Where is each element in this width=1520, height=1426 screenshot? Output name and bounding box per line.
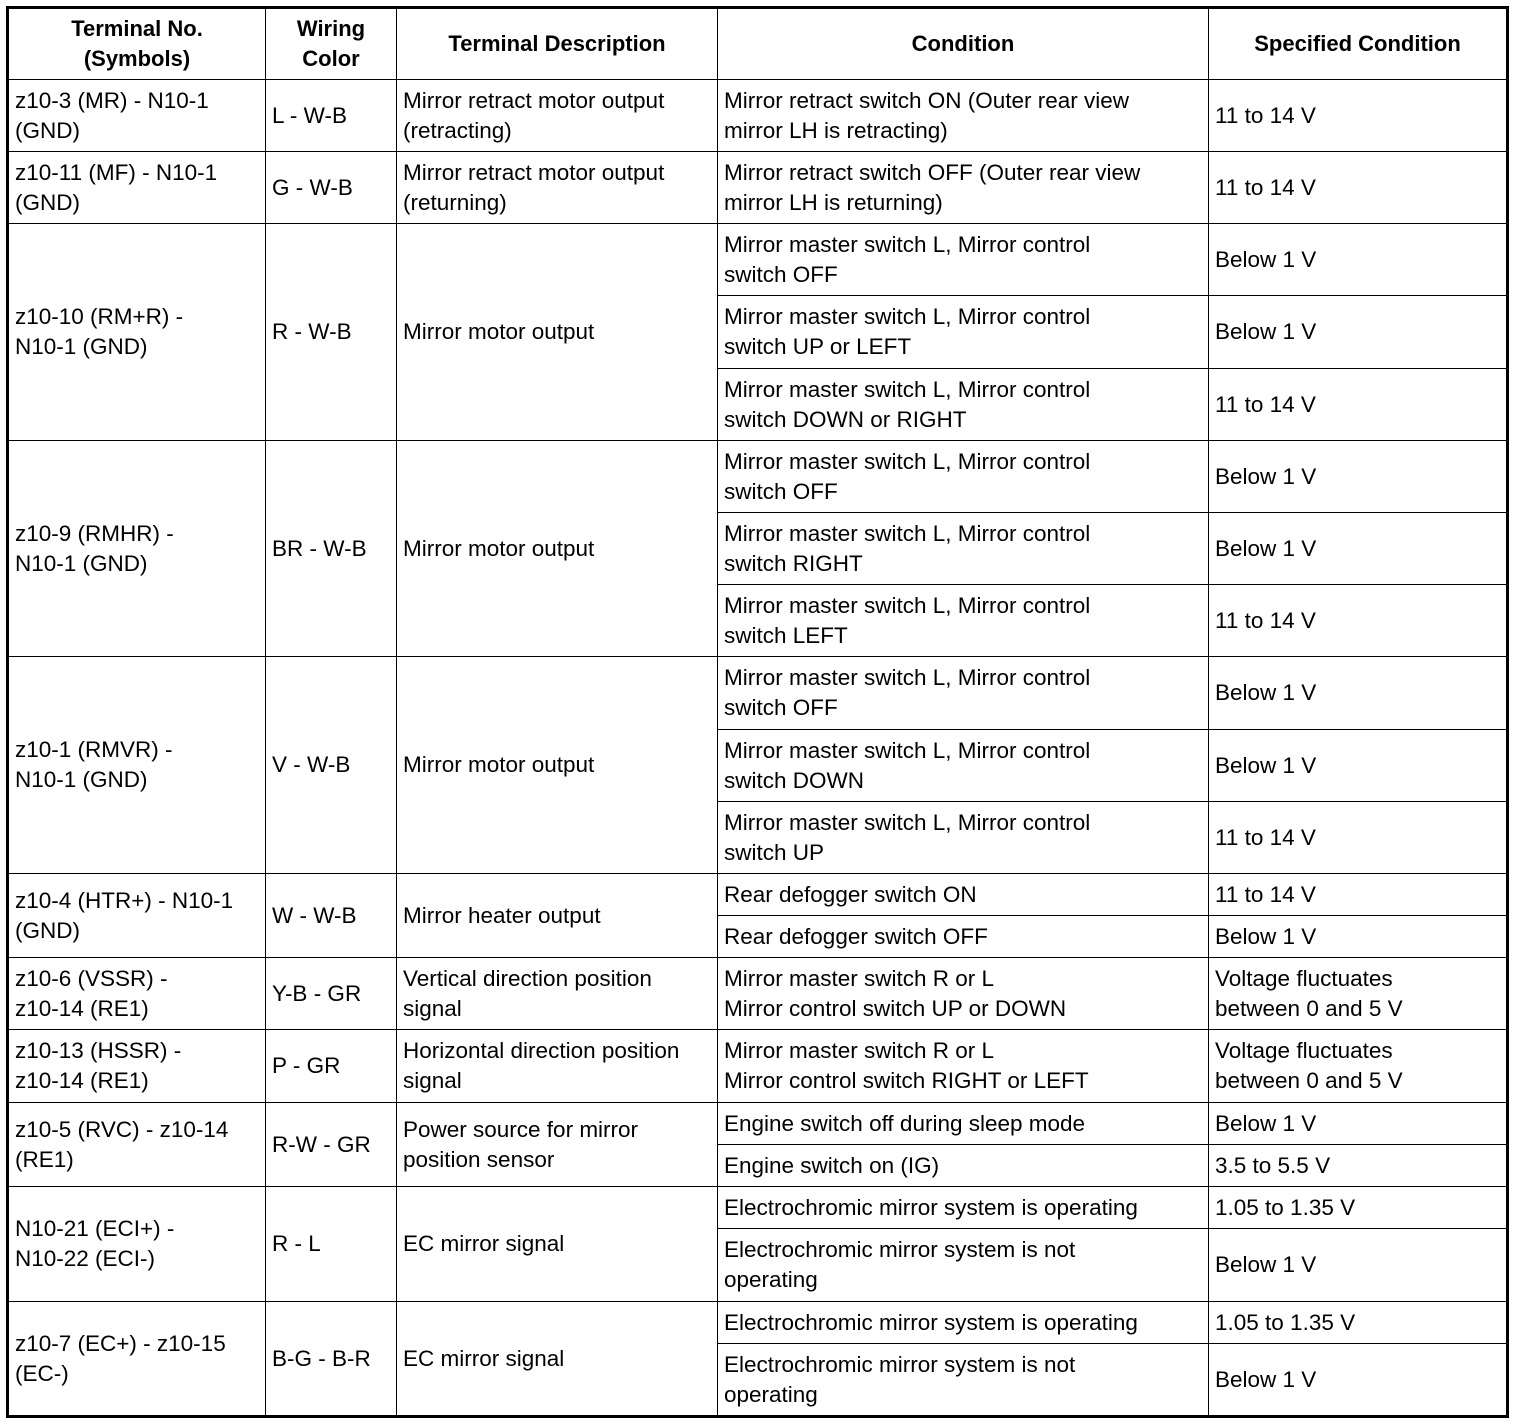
condition-cell: Electrochromic mirror system is operating <box>718 1187 1209 1229</box>
condition-cell: Mirror retract switch OFF (Outer rear view mirror LH is returning) <box>718 152 1209 224</box>
wiring-color-cell: W - W-B <box>266 874 397 958</box>
wiring-color-cell: BR - W-B <box>266 441 397 657</box>
condition-cell: Engine switch off during sleep mode <box>718 1103 1209 1145</box>
condition-cell: Electrochromic mirror system is operating <box>718 1302 1209 1344</box>
terminal-description-cell: Power source for mirror position sensor <box>397 1103 718 1187</box>
header-terminal-description: Terminal Description <box>397 8 718 80</box>
condition-cell: Electrochromic mirror system is not operating <box>718 1344 1209 1417</box>
header-condition: Condition <box>718 8 1209 80</box>
condition-cell: Mirror master switch R or L Mirror control switch RIGHT or LEFT <box>718 1030 1209 1103</box>
table-row <box>8 1103 1508 1145</box>
header-terminal-no: Terminal No. (Symbols) <box>8 8 266 80</box>
terminal-description-cell: Mirror motor output <box>397 224 718 441</box>
terminal-description-cell: Mirror motor output <box>397 441 718 657</box>
condition-cell: Mirror master switch L, Mirror control switch UP <box>718 802 1209 874</box>
condition-cell: Mirror master switch L, Mirror control switch LEFT <box>718 585 1209 657</box>
table-row <box>8 1030 1508 1103</box>
wiring-color-cell: L - W-B <box>266 80 397 152</box>
condition-cell: Mirror master switch L, Mirror control switch OFF <box>718 441 1209 513</box>
terminal-description-cell: Mirror retract motor output (returning) <box>397 152 718 224</box>
table-row <box>8 152 1508 224</box>
header-wiring-color: Wiring Color <box>266 8 397 80</box>
specified-condition-cell: 11 to 14 V <box>1209 369 1508 441</box>
terminal-description-cell: EC mirror signal <box>397 1187 718 1302</box>
terminal-description-cell: EC mirror signal <box>397 1302 718 1417</box>
terminal-no-cell: z10-13 (HSSR) - z10-14 (RE1) <box>8 1030 266 1103</box>
specified-condition-cell: Below 1 V <box>1209 441 1508 513</box>
condition-cell: Mirror master switch L, Mirror control switch OFF <box>718 224 1209 296</box>
condition-cell: Electrochromic mirror system is not operating <box>718 1229 1209 1302</box>
specified-condition-cell: Below 1 V <box>1209 730 1508 802</box>
specified-condition-cell: Below 1 V <box>1209 1103 1508 1145</box>
condition-cell: Mirror master switch L, Mirror control switch DOWN or RIGHT <box>718 369 1209 441</box>
terminal-no-cell: z10-4 (HTR+) - N10-1 (GND) <box>8 874 266 958</box>
table-body <box>8 80 1508 1417</box>
terminal-spec-table <box>6 6 1509 1418</box>
header-row <box>8 8 1508 80</box>
wiring-color-cell: V - W-B <box>266 657 397 874</box>
wiring-color-cell: G - W-B <box>266 152 397 224</box>
specified-condition-cell: Below 1 V <box>1209 1229 1508 1302</box>
condition-cell: Rear defogger switch OFF <box>718 916 1209 958</box>
wiring-color-cell: Y-B - GR <box>266 958 397 1030</box>
terminal-description-cell: Vertical direction position signal <box>397 958 718 1030</box>
specified-condition-cell: Voltage fluctuates between 0 and 5 V <box>1209 958 1508 1030</box>
specified-condition-cell: 11 to 14 V <box>1209 874 1508 916</box>
terminal-no-cell: z10-5 (RVC) - z10-14 (RE1) <box>8 1103 266 1187</box>
table-row <box>8 657 1508 730</box>
terminal-description-cell: Mirror heater output <box>397 874 718 958</box>
specified-condition-cell: 11 to 14 V <box>1209 585 1508 657</box>
table-row <box>8 224 1508 296</box>
specified-condition-cell: 11 to 14 V <box>1209 802 1508 874</box>
condition-cell: Mirror retract switch ON (Outer rear view mirror LH is retracting) <box>718 80 1209 152</box>
terminal-no-cell: z10-3 (MR) - N10-1 (GND) <box>8 80 266 152</box>
condition-cell: Mirror master switch L, Mirror control switch RIGHT <box>718 513 1209 585</box>
specified-condition-cell: Below 1 V <box>1209 224 1508 296</box>
terminal-description-cell: Mirror retract motor output (retracting) <box>397 80 718 152</box>
table-row <box>8 874 1508 916</box>
terminal-no-cell: z10-10 (RM+R) - N10-1 (GND) <box>8 224 266 441</box>
specified-condition-cell: Below 1 V <box>1209 916 1508 958</box>
specified-condition-cell: 1.05 to 1.35 V <box>1209 1302 1508 1344</box>
terminal-no-cell: N10-21 (ECI+) - N10-22 (ECI-) <box>8 1187 266 1302</box>
condition-cell: Mirror master switch L, Mirror control switch UP or LEFT <box>718 296 1209 369</box>
table-row <box>8 1187 1508 1229</box>
condition-cell: Mirror master switch R or L Mirror control switch UP or DOWN <box>718 958 1209 1030</box>
table-row <box>8 441 1508 513</box>
wiring-color-cell: R-W - GR <box>266 1103 397 1187</box>
specified-condition-cell: 11 to 14 V <box>1209 80 1508 152</box>
wiring-color-cell: B-G - B-R <box>266 1302 397 1417</box>
terminal-no-cell: z10-7 (EC+) - z10-15 (EC-) <box>8 1302 266 1417</box>
table-row <box>8 1302 1508 1344</box>
specified-condition-cell: 1.05 to 1.35 V <box>1209 1187 1508 1229</box>
specified-condition-cell: Below 1 V <box>1209 296 1508 369</box>
terminal-no-cell: z10-1 (RMVR) - N10-1 (GND) <box>8 657 266 874</box>
condition-cell: Mirror master switch L, Mirror control switch DOWN <box>718 730 1209 802</box>
header-specified-condition: Specified Condition <box>1209 8 1508 80</box>
terminal-description-cell: Horizontal direction position signal <box>397 1030 718 1103</box>
specified-condition-cell: Below 1 V <box>1209 513 1508 585</box>
wiring-color-cell: R - L <box>266 1187 397 1302</box>
condition-cell: Engine switch on (IG) <box>718 1145 1209 1187</box>
terminal-no-cell: z10-6 (VSSR) - z10-14 (RE1) <box>8 958 266 1030</box>
specified-condition-cell: 11 to 14 V <box>1209 152 1508 224</box>
terminal-description-cell: Mirror motor output <box>397 657 718 874</box>
specified-condition-cell: Voltage fluctuates between 0 and 5 V <box>1209 1030 1508 1103</box>
table-row <box>8 958 1508 1030</box>
specified-condition-cell: Below 1 V <box>1209 657 1508 730</box>
terminal-no-cell: z10-11 (MF) - N10-1 (GND) <box>8 152 266 224</box>
wiring-color-cell: R - W-B <box>266 224 397 441</box>
condition-cell: Mirror master switch L, Mirror control switch OFF <box>718 657 1209 730</box>
terminal-no-cell: z10-9 (RMHR) - N10-1 (GND) <box>8 441 266 657</box>
wiring-color-cell: P - GR <box>266 1030 397 1103</box>
specified-condition-cell: 3.5 to 5.5 V <box>1209 1145 1508 1187</box>
condition-cell: Rear defogger switch ON <box>718 874 1209 916</box>
table-row <box>8 80 1508 152</box>
specified-condition-cell: Below 1 V <box>1209 1344 1508 1417</box>
